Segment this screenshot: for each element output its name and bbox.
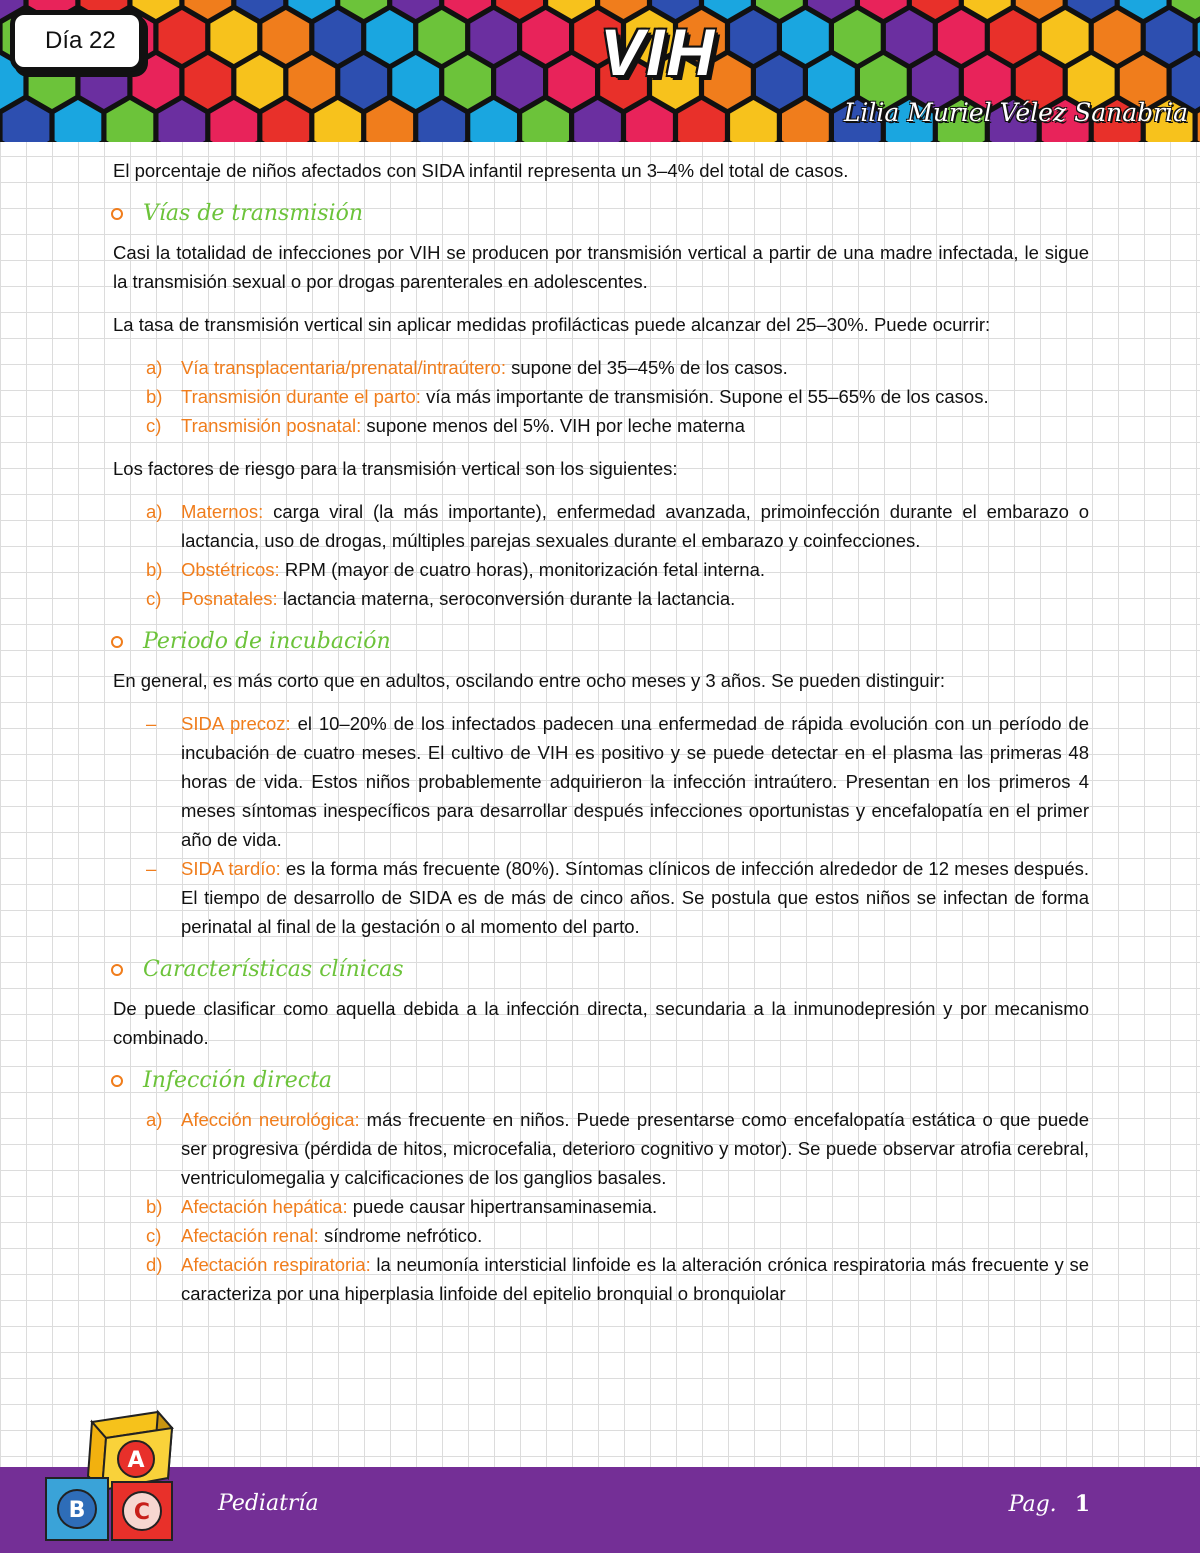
paragraph: En general, es más corto que en adultos, oscilando entre ocho meses y 3 años. Se pueden distinguir: bbox=[113, 670, 945, 691]
item-label: SIDA precoz: bbox=[181, 713, 291, 734]
list-marker: a) bbox=[146, 501, 163, 522]
block-c-letter: C bbox=[133, 1500, 151, 1525]
circle-bullet-icon bbox=[111, 1075, 123, 1087]
list-marker: a) bbox=[146, 357, 163, 378]
list-marker: – bbox=[146, 858, 157, 879]
page-label: Pag. bbox=[1008, 1492, 1057, 1517]
block-a-letter: A bbox=[127, 1448, 145, 1473]
list-item bbox=[113, 411, 1089, 440]
circle-bullet-icon bbox=[111, 964, 123, 976]
paragraph: Casi la totalidad de infecciones por VIH se producen por transmisión vertical a partir de una madre infectada, le sigue la transmisión sexual o por drogas parenterales en adolescentes. bbox=[113, 242, 1089, 292]
intro-paragraph: El porcentaje de niños afectados con SIDA infantil representa un 3–4% del total de casos. bbox=[113, 160, 849, 181]
section-title: Vías de transmisión bbox=[143, 201, 363, 226]
item-label: Transmisión posnatal: bbox=[181, 415, 362, 436]
list-marker: c) bbox=[146, 1225, 162, 1246]
list-marker: d) bbox=[146, 1254, 163, 1275]
item-text: la neumonía intersticial linfoide es la alteración crónica respiratoria más frecuente y se caracteriza por una hiperplasia linfoide del epitelio bronquial o bronquiolar bbox=[181, 1254, 1089, 1304]
list-item bbox=[113, 1192, 1089, 1221]
item-label: Afectación hepática: bbox=[181, 1196, 348, 1217]
list-item bbox=[113, 555, 1089, 584]
section-incubacion bbox=[111, 627, 1089, 656]
transmission-list bbox=[113, 353, 1089, 440]
item-text: RPM (mayor de cuatro horas), monitorización fetal interna. bbox=[279, 559, 766, 580]
list-item bbox=[113, 1250, 1089, 1308]
item-text: síndrome nefrótico. bbox=[318, 1225, 483, 1246]
item-text: supone menos del 5%. VIH por leche materna bbox=[361, 415, 745, 436]
list-item bbox=[113, 709, 1089, 854]
document-body bbox=[113, 156, 1089, 1322]
author-name: Lilia Muriel Vélez Sanabria bbox=[843, 98, 1188, 127]
section-vias bbox=[111, 199, 1089, 228]
abc-blocks-icon bbox=[40, 1406, 200, 1546]
item-text: supone del 35–45% de los casos. bbox=[505, 357, 788, 378]
list-item bbox=[113, 584, 1089, 613]
section-title: Infección directa bbox=[143, 1068, 333, 1093]
section-title: Características clínicas bbox=[143, 957, 404, 982]
block-b-letter: B bbox=[68, 1498, 86, 1523]
item-label: Posnatales: bbox=[181, 588, 278, 609]
paragraph: La tasa de transmisión vertical sin aplicar medidas profilácticas puede alcanzar del 25–30%. Puede ocurrir: bbox=[113, 314, 991, 335]
item-text: vía más importante de transmisión. Supone el 55–65% de los casos. bbox=[420, 386, 989, 407]
list-marker: c) bbox=[146, 415, 162, 436]
circle-bullet-icon bbox=[111, 208, 123, 220]
risk-factor-list bbox=[113, 497, 1089, 613]
list-marker: c) bbox=[146, 588, 162, 609]
item-label: Transmisión durante el parto: bbox=[181, 386, 421, 407]
list-item bbox=[113, 1105, 1089, 1192]
item-label: SIDA tardío: bbox=[181, 858, 281, 879]
paragraph: Los factores de riesgo para la transmisión vertical son los siguientes: bbox=[113, 458, 678, 479]
item-text: lactancia materna, seroconversión durante la lactancia. bbox=[277, 588, 736, 609]
list-item bbox=[113, 854, 1089, 941]
direct-infection-list bbox=[113, 1105, 1089, 1308]
page-number-value: 1 bbox=[1074, 1491, 1090, 1517]
list-item bbox=[113, 353, 1089, 382]
item-text: puede causar hipertransaminasemia. bbox=[347, 1196, 658, 1217]
item-label: Maternos: bbox=[181, 501, 264, 522]
circle-bullet-icon bbox=[111, 636, 123, 648]
list-marker: b) bbox=[146, 386, 163, 407]
section-directa bbox=[111, 1066, 1089, 1095]
item-text: carga viral (la más importante), enfermedad avanzada, primoinfección durante el embarazo o lactancia, uso de drogas, múltiples parejas sexuales durante el embarazo y coinfecciones. bbox=[181, 501, 1089, 551]
list-marker: b) bbox=[146, 1196, 163, 1217]
page-number bbox=[1009, 1491, 1090, 1517]
item-text: más frecuente en niños. Puede presentarse como encefalopatía estática o que puede ser progresiva (pérdida de hitos, microcefalia, deterioro cognitivo y motor). Se puede observar atrofia cerebral, ventriculomegalia y calcificaciones de los ganglios basales. bbox=[181, 1109, 1089, 1188]
paragraph: De puede clasificar como aquella debida a la infección directa, secundaria a la inmunodepresión y por mecanismo combinado. bbox=[113, 998, 1089, 1048]
list-marker: a) bbox=[146, 1109, 163, 1130]
item-text: es la forma más frecuente (80%). Síntomas clínicos de infección alrededor de 12 meses después. El tiempo de desarrollo de SIDA es de más de cinco años. Se postula que estos niños se infectan de forma perinatal al final de la gestación o al momento del parto. bbox=[181, 858, 1089, 937]
incubation-list bbox=[113, 709, 1089, 941]
block-b bbox=[46, 1478, 108, 1540]
day-label: Día 22 bbox=[10, 10, 144, 72]
list-item bbox=[113, 497, 1089, 555]
item-label: Afectación respiratoria: bbox=[181, 1254, 371, 1275]
item-label: Afección neurológica: bbox=[181, 1109, 360, 1130]
list-marker: – bbox=[146, 713, 157, 734]
list-marker: b) bbox=[146, 559, 163, 580]
item-label: Vía transplacentaria/prenatal/intraútero: bbox=[181, 357, 506, 378]
block-c bbox=[112, 1482, 172, 1540]
section-caracteristicas bbox=[111, 955, 1089, 984]
page-title: VIH bbox=[600, 15, 717, 89]
item-label: Obstétricos: bbox=[181, 559, 280, 580]
footer-subject: Pediatría bbox=[218, 1491, 319, 1516]
list-item bbox=[113, 1221, 1089, 1250]
list-item bbox=[113, 382, 1089, 411]
item-label: Afectación renal: bbox=[181, 1225, 319, 1246]
item-text: el 10–20% de los infectados padecen una enfermedad de rápida evolución con un período de incubación de cuatro meses. El cultivo de VIH es positivo y se puede detectar en el plasma las primeras 48 horas de vida. Estos niños probablemente adquirieron la infección intraútero. Presentan en los primeros 4 meses síntomas inespecíficos para desarrollar después infecciones oportunistas y encefalopatía en el primer año de vida. bbox=[181, 713, 1090, 850]
section-title: Periodo de incubación bbox=[143, 629, 391, 654]
page-header bbox=[0, 0, 1200, 142]
